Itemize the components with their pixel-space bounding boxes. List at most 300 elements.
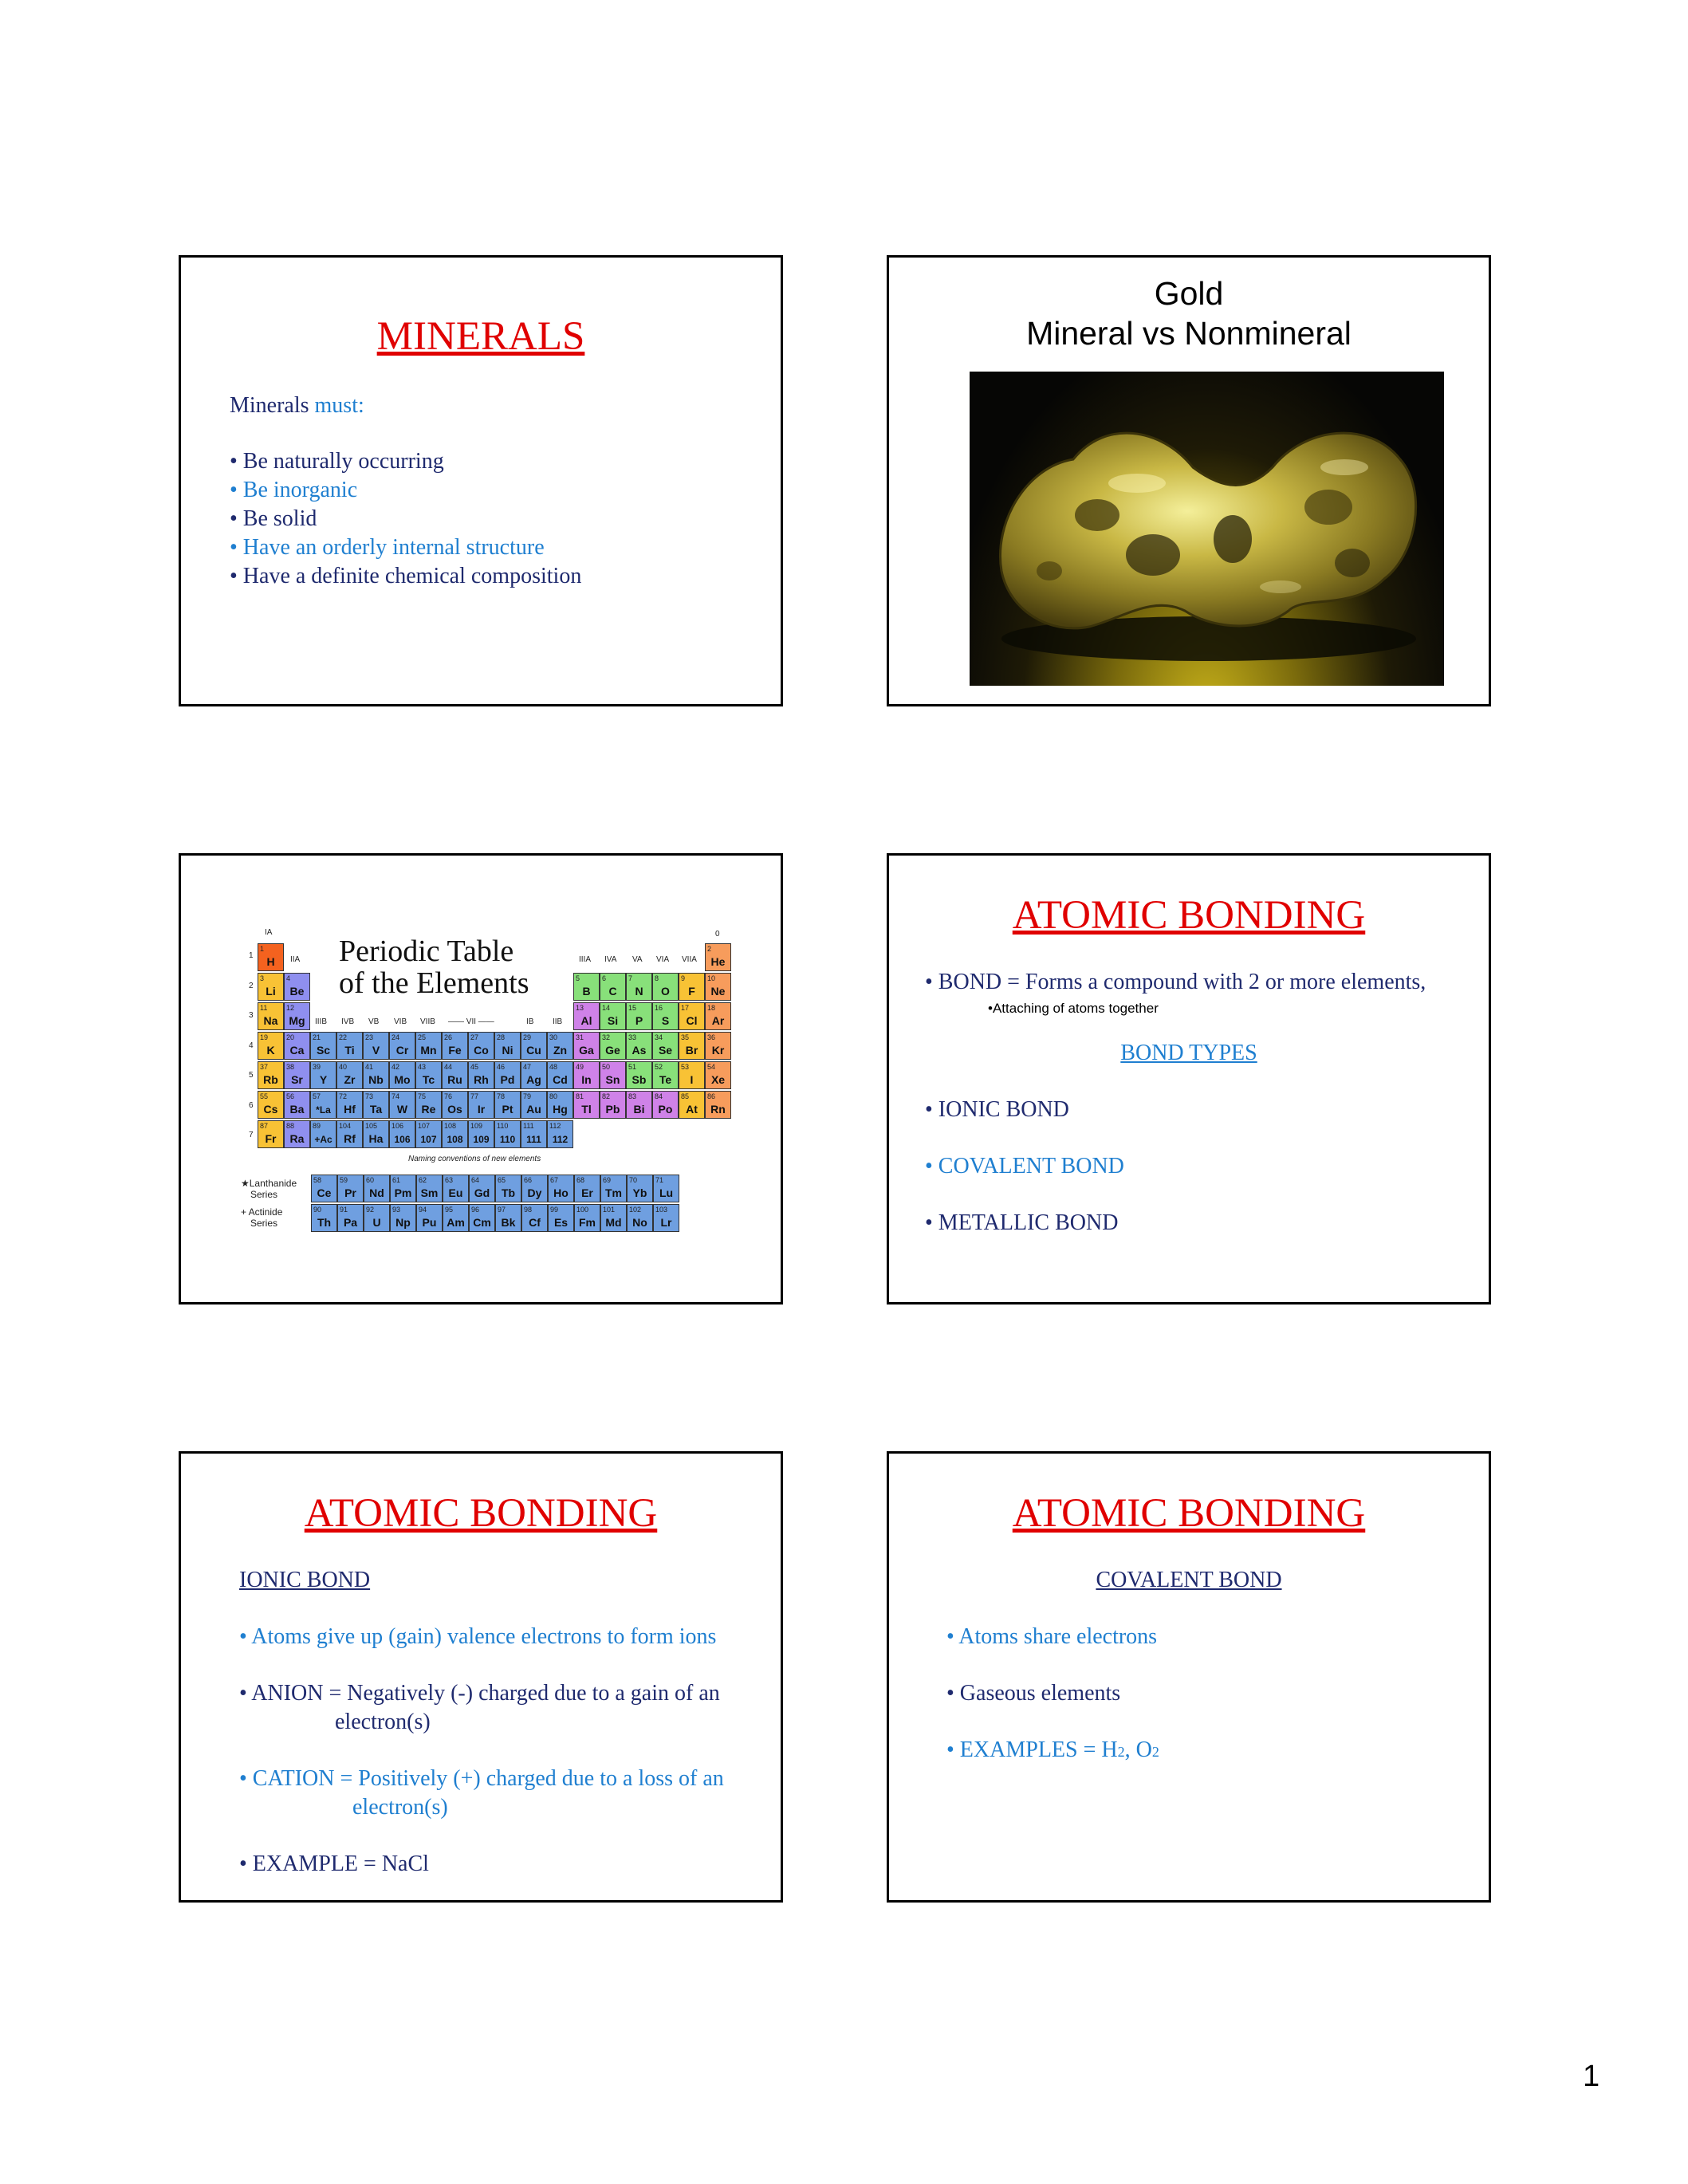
element-symbol: Ta [369,1103,383,1116]
element-cell [310,1120,336,1148]
period-number: 1 [249,951,254,960]
element-symbol: Cf [529,1216,541,1229]
element-symbol: Ar [711,1014,725,1027]
atomic-number: 20 [286,1033,295,1041]
atomic-number: 84 [655,1092,663,1100]
element-symbol: Rb [263,1073,278,1086]
element-cell [390,1204,416,1232]
element-symbol: Pt [502,1103,513,1116]
slide-title-line2: Mineral vs Nonmineral [1026,315,1352,352]
element-symbol: H [266,955,275,968]
group-label: VIIA [682,955,697,964]
atomic-number: 52 [655,1063,663,1071]
bullet-3 [946,1737,1159,1763]
element-symbol: Y [319,1073,328,1086]
element-symbol: O [661,985,670,998]
element-cell [627,1204,653,1232]
atomic-number: 98 [524,1206,533,1214]
element-cell [705,943,731,971]
element-symbol: Sc [316,1044,331,1057]
atomic-number: 95 [445,1206,454,1214]
element-cell [652,1032,679,1060]
bullet-4: • Have an orderly internal structure [230,535,545,560]
element-cell [573,1002,600,1030]
element-cell [284,1002,310,1030]
atomic-number: 93 [392,1206,401,1214]
element-cell [468,1032,494,1060]
element-symbol: P [635,1014,643,1027]
atomic-number: 74 [392,1092,400,1100]
element-cell [547,1032,573,1060]
element-symbol: Lu [659,1186,674,1199]
element-cell [389,1061,415,1089]
element-symbol: Ca [289,1044,305,1057]
element-symbol: Pb [605,1103,620,1116]
slide-title: ATOMIC BONDING [1012,893,1366,938]
page-number: 1 [1583,2060,1600,2093]
atomic-number: 55 [260,1092,269,1100]
element-cell [258,1091,284,1119]
element-cell [600,1032,626,1060]
group-label: VA [632,955,643,964]
atomic-number: 77 [470,1092,479,1100]
element-cell [705,1061,731,1089]
element-symbol: Tb [501,1186,516,1199]
element-symbol: Bi [633,1103,645,1116]
slide-minerals [179,255,783,706]
period-number: 4 [249,1041,254,1050]
atomic-number: 2 [707,945,712,953]
atomic-number: 4 [286,974,291,982]
element-symbol: Hg [553,1103,568,1116]
element-cell [416,1175,443,1202]
element-cell [442,1091,468,1119]
element-cell [494,1032,521,1060]
element-symbol: Ra [289,1132,305,1145]
atomic-number: 46 [497,1063,506,1071]
element-cell [284,1032,310,1060]
atomic-number: 10 [707,974,716,982]
atomic-number: 97 [498,1206,506,1214]
intro-text-b: must: [314,393,364,418]
element-symbol: Md [605,1216,622,1229]
element-cell [600,1175,627,1202]
atomic-number: 79 [523,1092,532,1100]
element-symbol: Mg [289,1014,305,1027]
slide-title-line1: Gold [1154,275,1224,312]
atomic-number: 71 [655,1176,664,1184]
element-cell [468,1091,494,1119]
group-label: VIIB [420,1017,435,1026]
period-number: 7 [249,1131,254,1139]
intro-text [230,392,364,420]
element-cell [705,973,731,1001]
element-symbol: Sb [632,1073,647,1086]
atomic-number: 90 [313,1206,322,1214]
bond-type-covalent: • COVALENT BOND [925,1154,1124,1179]
element-symbol: Ne [710,985,726,998]
element-cell [416,1204,443,1232]
element-cell [415,1061,442,1089]
atomic-number: 73 [365,1092,374,1100]
element-symbol: Co [474,1044,489,1057]
atomic-number: 3 [260,974,265,982]
element-symbol: Li [266,985,276,998]
atomic-number: 96 [471,1206,480,1214]
element-symbol: Fr [265,1132,277,1145]
element-symbol: Po [658,1103,673,1116]
element-symbol: Rf [344,1132,356,1145]
element-cell [389,1120,415,1148]
element-symbol: Es [553,1216,569,1229]
element-cell [600,1204,627,1232]
atomic-number: 64 [471,1176,480,1184]
element-cell [626,1032,652,1060]
element-symbol: Er [581,1186,593,1199]
atomic-number: 28 [497,1033,506,1041]
examples-b: , O [1124,1737,1152,1762]
atomic-number: 12 [286,1004,295,1012]
group-label: IVA [604,955,617,964]
atomic-number: 101 [603,1206,616,1214]
atomic-number: 49 [576,1063,584,1071]
element-cell [390,1175,416,1202]
element-symbol: Mo [394,1073,411,1086]
element-cell [284,1120,310,1148]
atomic-number: 110 [497,1122,509,1130]
atomic-number: 88 [286,1122,295,1130]
bullet-4: • EXAMPLE = NaCl [239,1851,429,1876]
atomic-number: 75 [418,1092,427,1100]
slide-covalent-bond [887,1451,1491,1903]
element-cell [494,1091,521,1119]
atomic-number: 48 [549,1063,558,1071]
period-number: 5 [249,1071,254,1080]
element-cell [574,1204,600,1232]
bullet-3-line2: electron(s) [352,1795,448,1820]
atomic-number: 103 [655,1206,668,1214]
element-cell [627,1175,653,1202]
atomic-number: 107 [418,1122,431,1130]
element-cell [521,1061,547,1089]
atomic-number: 51 [628,1063,637,1071]
atomic-number: 65 [498,1176,506,1184]
element-cell [363,1120,389,1148]
atomic-number: 37 [260,1063,269,1071]
element-cell [336,1091,363,1119]
element-cell [311,1175,337,1202]
period-number: 6 [249,1101,254,1110]
element-symbol: Se [658,1044,673,1057]
atomic-number: 15 [628,1004,637,1012]
atomic-number: 86 [707,1092,716,1100]
element-symbol: Cl [686,1014,698,1027]
period-number: 3 [249,1011,254,1020]
bullet-1: • Atoms give up (gain) valence electrons to form ions [239,1624,717,1649]
element-symbol: Nb [368,1073,384,1086]
element-symbol: He [710,955,726,968]
element-cell [705,1032,731,1060]
element-symbol: Ti [344,1044,355,1057]
atomic-number: 67 [550,1176,559,1184]
atomic-number: 63 [445,1176,454,1184]
element-symbol: Kr [711,1044,725,1057]
element-symbol: Si [607,1014,619,1027]
element-cell [469,1175,495,1202]
element-symbol: Gd [474,1186,490,1199]
element-cell [521,1175,548,1202]
element-cell [547,1120,573,1148]
atomic-number: 62 [419,1176,427,1184]
atomic-number: 72 [339,1092,348,1100]
element-cell [600,1002,626,1030]
element-symbol: Nd [369,1186,384,1199]
atomic-number: 7 [628,974,633,982]
atomic-number: 45 [470,1063,479,1071]
atomic-number: 89 [313,1122,321,1130]
element-symbol: U [372,1216,381,1229]
atomic-number: 34 [655,1033,663,1041]
element-cell [258,1061,284,1089]
atomic-number: 18 [707,1004,716,1012]
element-symbol: Be [289,985,305,998]
element-cell [679,1091,705,1119]
element-symbol: Ce [317,1186,332,1199]
atomic-number: 100 [576,1206,589,1214]
element-symbol: Cd [553,1073,568,1086]
examples-sub1: 2 [1117,1744,1125,1760]
element-cell [573,1032,600,1060]
group-label: VIB [394,1017,407,1026]
element-cell [626,1091,652,1119]
naming-note: Naming conventions of new elements [408,1155,541,1163]
atomic-number: 23 [365,1033,374,1041]
bullet-1: • Be naturally occurring [230,449,444,474]
element-cell [337,1175,364,1202]
element-cell [626,1002,652,1030]
element-symbol: F [688,985,695,998]
atomic-number: 99 [550,1206,559,1214]
element-symbol: Pd [500,1073,515,1086]
section-subtitle: IONIC BOND [239,1568,371,1592]
element-symbol: Tm [605,1186,622,1199]
element-symbol: Ho [553,1186,569,1199]
element-cell [573,973,600,1001]
atomic-number: 9 [681,974,686,982]
element-cell [284,973,310,1001]
atomic-number: 76 [444,1092,453,1100]
element-symbol: Hf [344,1103,356,1116]
atomic-number: 56 [286,1092,295,1100]
atomic-number: 83 [628,1092,637,1100]
slide-atomic-bonding-overview [887,853,1491,1304]
element-cell [469,1204,495,1232]
atomic-number: 59 [340,1176,348,1184]
element-cell [443,1204,469,1232]
element-cell [363,1091,389,1119]
atomic-number: 44 [444,1063,453,1071]
element-cell [443,1175,469,1202]
element-symbol: Zn [553,1044,568,1057]
element-cell [363,1061,389,1089]
element-cell [442,1120,468,1148]
periodic-table-title-line1: Periodic Table [339,935,514,968]
atomic-number: 47 [523,1063,532,1071]
element-symbol: Br [685,1044,698,1057]
atomic-number: 26 [444,1033,453,1041]
element-symbol: N [635,985,643,998]
atomic-number: 25 [418,1033,427,1041]
atomic-number: 104 [339,1122,352,1130]
atomic-number: 109 [470,1122,483,1130]
atomic-number: 53 [681,1063,690,1071]
atomic-number: 41 [365,1063,374,1071]
bullet-3: • Be solid [230,506,317,531]
element-cell [547,1091,573,1119]
atomic-number: 92 [366,1206,375,1214]
element-cell [389,1032,415,1060]
atomic-number: 54 [707,1063,716,1071]
element-symbol: V [372,1044,380,1057]
element-symbol: *La [316,1104,331,1116]
element-symbol: Dy [527,1186,542,1199]
element-cell [310,1032,336,1060]
atomic-number: 112 [549,1122,561,1130]
element-cell [652,1061,679,1089]
atomic-number: 31 [576,1033,584,1041]
element-cell [415,1032,442,1060]
element-cell [284,1061,310,1089]
atomic-number: 24 [392,1033,400,1041]
bullet-2: • Gaseous elements [946,1681,1121,1706]
element-cell [521,1204,548,1232]
element-cell [626,1061,652,1089]
element-cell [521,1120,547,1148]
group-label: IIB [553,1017,563,1026]
actinide-label-line1: + Actinide [241,1206,283,1218]
atomic-number: 108 [444,1122,457,1130]
atomic-number: 11 [260,1004,268,1012]
atomic-number: 60 [366,1176,375,1184]
element-cell [258,1032,284,1060]
element-symbol: Bk [501,1216,516,1229]
atomic-number: 87 [260,1122,269,1130]
atomic-number: 78 [497,1092,506,1100]
atomic-number: 106 [392,1122,404,1130]
atomic-number: 70 [629,1176,638,1184]
atomic-number: 17 [681,1004,690,1012]
element-cell [548,1204,574,1232]
element-symbol: No [632,1216,647,1229]
atomic-number: 94 [419,1206,427,1214]
section-subtitle: COVALENT BOND [1096,1568,1282,1592]
atomic-number: 91 [340,1206,348,1214]
bullet-2: • Be inorganic [230,478,358,502]
slide-title: MINERALS [376,314,585,359]
element-cell [653,1175,679,1202]
element-cell [284,1091,310,1119]
element-cell [468,1061,494,1089]
bond-type-ionic: • IONIC BOND [925,1097,1069,1122]
element-symbol: Ha [368,1132,384,1145]
element-cell [364,1175,390,1202]
element-symbol: Xe [710,1073,726,1086]
periodic-table-title-line2: of the Elements [339,966,529,1000]
atomic-number: 40 [339,1063,348,1071]
element-cell [600,1091,626,1119]
group-label: IB [526,1017,534,1026]
element-cell [311,1204,337,1232]
element-symbol: Al [580,1014,592,1027]
element-cell [363,1032,389,1060]
element-symbol: Lr [660,1216,672,1229]
element-symbol: Am [447,1216,465,1229]
group-label: IVB [341,1017,355,1026]
element-symbol: 107 [420,1134,437,1145]
examples-sub2: 2 [1151,1744,1159,1760]
element-symbol: At [686,1103,698,1116]
atomic-number: 85 [681,1092,690,1100]
element-symbol: 109 [473,1134,490,1145]
group-label: IA [265,928,273,937]
element-symbol: Pa [343,1216,358,1229]
element-symbol: Cu [526,1044,541,1057]
element-symbol: Tc [422,1073,435,1086]
atomic-number: 58 [313,1176,322,1184]
atomic-number: 38 [286,1063,295,1071]
atomic-number: 21 [313,1033,321,1041]
element-cell [415,1120,442,1148]
element-symbol: Yb [632,1186,647,1199]
atomic-number: 111 [523,1122,534,1130]
element-symbol: As [632,1044,647,1057]
group-label: VIA [656,955,670,964]
atomic-number: 102 [629,1206,642,1214]
element-cell [652,1002,679,1030]
bullet-2-line2: electron(s) [335,1710,431,1734]
element-cell [310,1061,336,1089]
element-cell [258,973,284,1001]
element-cell [494,1120,521,1148]
element-symbol: 110 [499,1134,516,1145]
element-symbol: Ru [447,1073,462,1086]
atomic-number: 30 [549,1033,558,1041]
group-label: —— VII —— [448,1017,494,1026]
element-symbol: Ir [477,1103,486,1116]
element-symbol: Ni [502,1044,513,1057]
element-symbol: Zr [344,1073,356,1086]
element-symbol: K [266,1044,275,1057]
intro-text-a: Minerals [230,393,315,418]
element-cell [652,1091,679,1119]
element-cell [495,1175,521,1202]
lanthanide-label-line1: ★Lanthanide [241,1178,297,1189]
bond-types-heading: BOND TYPES [1120,1041,1257,1065]
element-symbol: Na [263,1014,278,1027]
element-cell [415,1091,442,1119]
atomic-number: 8 [655,974,659,982]
period-number: 2 [249,982,254,990]
element-symbol: Ge [605,1044,620,1057]
element-symbol: B [582,985,591,998]
group-label: IIIB [315,1017,328,1026]
element-cell [573,1061,600,1089]
gold-nugget-image [970,372,1444,686]
atomic-number: 29 [523,1033,532,1041]
element-cell [337,1204,364,1232]
atomic-number: 68 [576,1176,585,1184]
element-symbol: Mn [420,1044,437,1057]
